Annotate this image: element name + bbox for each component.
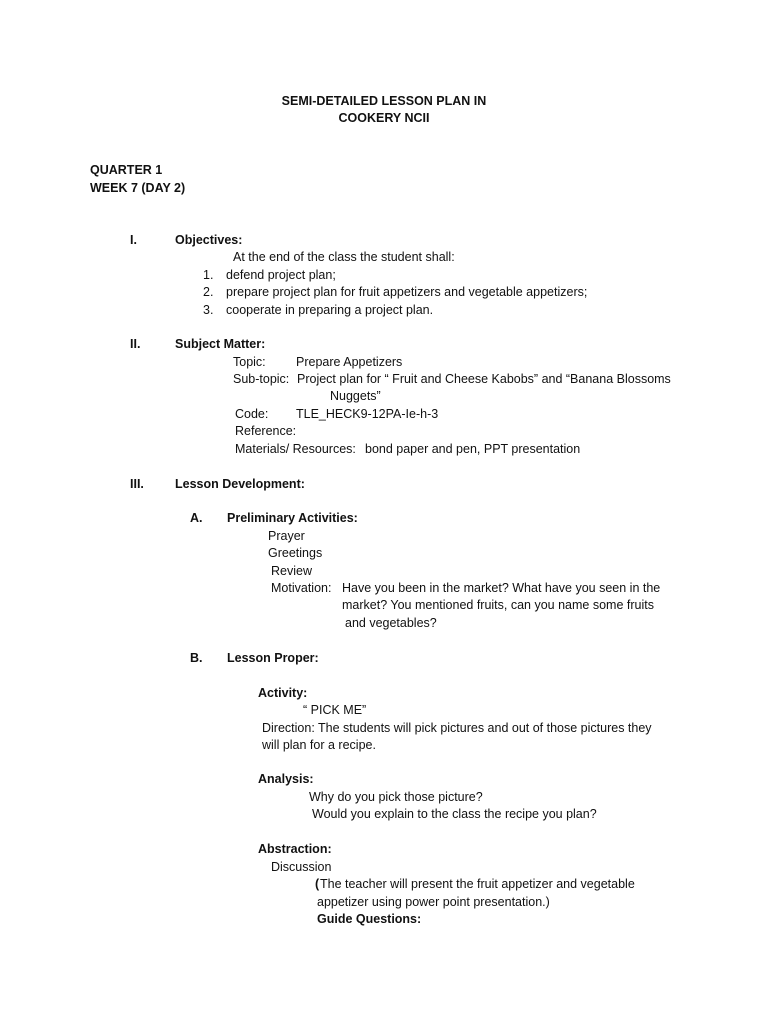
analysis-question-1: Why do you pick those picture? [309,790,483,804]
lesson-development-numeral: III. [130,477,144,491]
subtopic-value-line-1: Project plan for “ Fruit and Cheese Kabobs” and “Banana Blossoms [297,372,671,386]
abstraction-heading: Abstraction: [258,842,332,856]
objective-text-1: defend project plan; [226,268,336,282]
objective-text-3: cooperate in preparing a project plan. [226,303,434,317]
objective-text-2: prepare project plan for fruit appetizers and vegetable appetizers; [226,285,588,299]
motivation-label: Motivation: [271,581,332,595]
quarter-label: QUARTER 1 [90,163,163,177]
objective-num-2: 2. [203,285,214,299]
subtopic-label: Sub-topic: [233,372,290,386]
prayer-item: Prayer [268,529,305,543]
code-value: TLE_HECK9-12PA-Ie-h-3 [296,407,439,421]
direction-line-2: will plan for a recipe. [262,738,376,752]
materials-label: Materials/ Resources: [235,442,356,456]
subtopic-value-line-2: Nuggets” [330,389,381,403]
discussion-label: Discussion [271,860,332,874]
motivation-line-2: market? You mentioned fruits, can you name some fruits [342,598,654,612]
analysis-heading: Analysis: [258,772,314,786]
lesson-proper-heading: Lesson Proper: [227,651,319,665]
reference-label: Reference: [235,424,297,438]
topic-value: Prepare Appetizers [296,355,403,369]
code-label: Code: [235,407,269,421]
topic-label: Topic: [233,355,266,369]
discussion-line-2: appetizer using power point presentation.) [317,895,550,909]
objective-num-1: 1. [203,268,214,282]
objective-num-3: 3. [203,303,214,317]
subject-matter-numeral: II. [130,337,141,351]
review-item: Review [271,564,312,578]
guide-questions-heading: Guide Questions: [317,912,422,926]
direction-line-1: Direction: The students will pick pictures and out of those pictures they [262,721,652,735]
title-line-1: SEMI-DETAILED LESSON PLAN IN [281,94,487,108]
lesson-development-heading: Lesson Development: [175,477,305,491]
week-label: WEEK 7 (DAY 2) [90,181,186,195]
title-line-2: COOKERY NCII [338,111,430,125]
motivation-line-1: Have you been in the market? What have you seen in the [342,581,661,595]
subject-matter-heading: Subject Matter: [175,337,266,351]
discussion-line-1: The teacher will present the fruit appetizer and vegetable [320,877,635,891]
materials-value: bond paper and pen, PPT presentation [365,442,581,456]
discussion-open-paren: ( [315,877,320,891]
objectives-intro: At the end of the class the student shall: [233,250,455,264]
objectives-numeral: I. [130,233,137,247]
lesson-proper-letter: B. [190,651,203,665]
greetings-item: Greetings [268,546,323,560]
preliminary-letter: A. [190,511,203,525]
activity-heading: Activity: [258,686,308,700]
analysis-question-2: Would you explain to the class the recipe you plan? [312,807,597,821]
objectives-heading: Objectives: [175,233,243,247]
preliminary-heading: Preliminary Activities: [227,511,358,525]
motivation-line-3: and vegetables? [345,616,437,630]
activity-name: “ PICK ME” [303,703,367,717]
